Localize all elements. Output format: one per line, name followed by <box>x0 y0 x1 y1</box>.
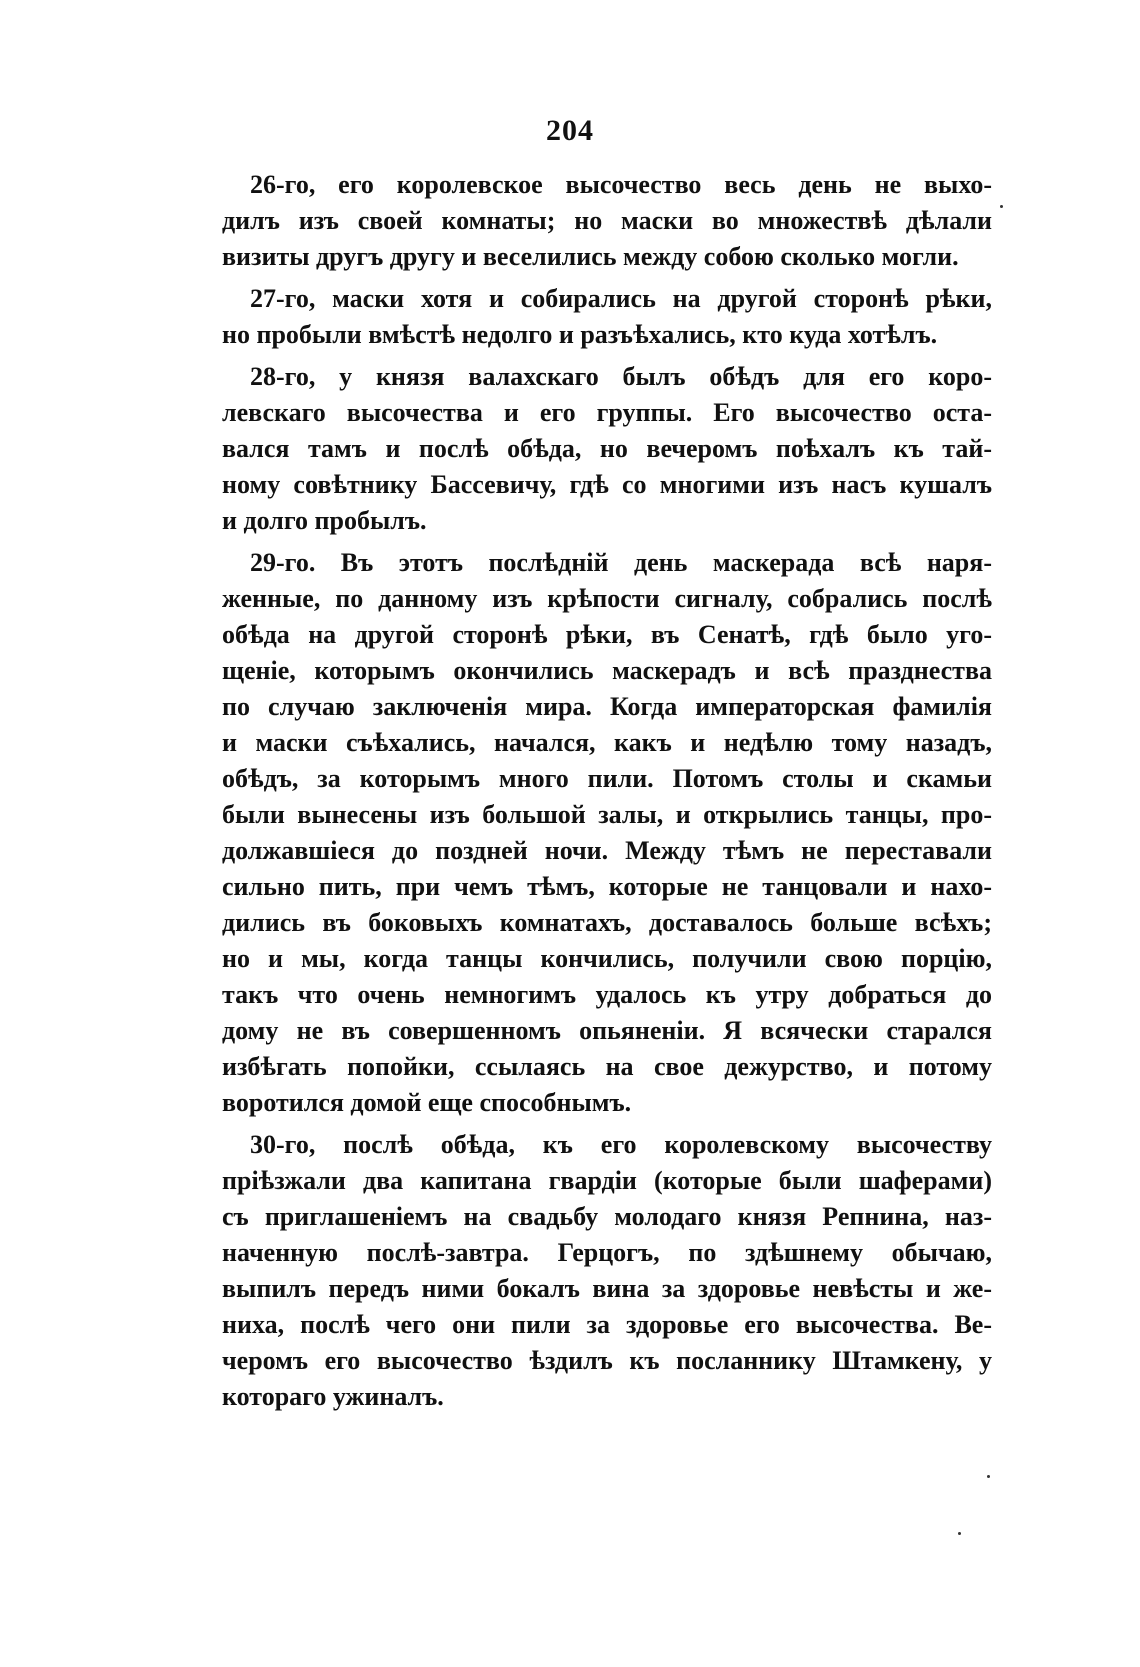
text-line: 26-го, его королевское высочество весь день не выхо- <box>250 170 992 199</box>
text-line: левскаго высочества и его группы. Его высочество оста- <box>222 398 992 427</box>
text-line: по случаю заключенія мира. Когда императорская фамилія <box>222 692 992 721</box>
text-line: 27-го, маски хотя и собирались на другой сторонѣ рѣки, <box>250 284 992 313</box>
text-line: но пробыли вмѣстѣ недолго и разъѣхались, кто куда хотѣлъ. <box>222 320 938 349</box>
dust-speck <box>1000 205 1003 208</box>
paragraph <box>222 281 992 353</box>
text-line: пріѣзжали два капитана гвардіи (которые были шаферами) <box>222 1166 992 1195</box>
text-line: 29-го. Въ этотъ послѣдній день маскерада всѣ наря- <box>250 548 992 577</box>
text-line: вался тамъ и послѣ обѣда, но вечеромъ поѣхалъ къ тай- <box>222 434 992 463</box>
text-line: черомъ его высочество ѣздилъ къ посланнику Штамкену, у <box>222 1346 992 1375</box>
text-line: избѣгать попойки, ссылаясь на свое дежурство, и потому <box>222 1052 992 1081</box>
text-line: обѣда на другой сторонѣ рѣки, въ Сенатѣ, гдѣ было уго- <box>222 620 992 649</box>
text-line: щеніе, которымъ окончились маскерадъ и всѣ празднества <box>222 656 992 685</box>
text-line: ному совѣтнику Бассевичу, гдѣ со многими изъ насъ кушалъ <box>222 470 992 499</box>
text-line: такъ что очень немногимъ удалось къ утру добраться до <box>222 980 992 1009</box>
text-line: воротился домой еще способнымъ. <box>222 1088 632 1117</box>
text-line: съ приглашеніемъ на свадьбу молодаго князя Репнина, наз- <box>222 1202 992 1231</box>
text-line: женные, по данному изъ крѣпости сигналу, собрались послѣ <box>222 584 992 613</box>
text-line: ниха, послѣ чего они пили за здоровье его высочества. Ве- <box>222 1310 992 1339</box>
text-line: и долго пробылъ. <box>222 506 427 535</box>
paragraph <box>222 359 992 539</box>
text-line: должавшіеся до поздней ночи. Между тѣмъ не переставали <box>222 836 992 865</box>
paragraph <box>222 545 992 1121</box>
text-line: и маски съѣхались, начался, какъ и недѣлю тому назадъ, <box>222 728 992 757</box>
text-line: визиты другъ другу и веселились между собою сколько могли. <box>222 242 959 271</box>
dust-speck <box>958 1532 961 1535</box>
text-line: котораго ужиналъ. <box>222 1382 444 1411</box>
text-line: выпилъ передъ ними бокалъ вина за здоровье невѣсты и же- <box>222 1274 992 1303</box>
text-column <box>222 167 992 1421</box>
text-line: обѣдъ, за которымъ много пили. Потомъ столы и скамьи <box>222 764 992 793</box>
paragraph <box>222 1127 992 1415</box>
text-line: были вынесены изъ большой залы, и открылись танцы, про- <box>222 800 992 829</box>
page-number: 204 <box>546 114 594 147</box>
text-line: дому не въ совершенномъ опьяненіи. Я всячески старался <box>222 1016 992 1045</box>
text-line: дилъ изъ своей комнаты; но маски во множествѣ дѣлали <box>222 206 992 235</box>
text-line: дились въ боковыхъ комнатахъ, доставалось больше всѣхъ; <box>222 908 992 937</box>
text-line: наченную послѣ-завтра. Герцогъ, по здѣшнему обычаю, <box>222 1238 992 1267</box>
dust-speck <box>987 1475 990 1478</box>
text-line: 30-го, послѣ обѣда, къ его королевскому высочеству <box>250 1130 992 1159</box>
text-line: сильно пить, при чемъ тѣмъ, которые не танцовали и нахо- <box>222 872 992 901</box>
text-line: но и мы, когда танцы кончились, получили свою порцію, <box>222 944 992 973</box>
text-line: 28-го, у князя валахскаго былъ обѣдъ для его коро- <box>250 362 992 391</box>
paragraph <box>222 167 992 275</box>
